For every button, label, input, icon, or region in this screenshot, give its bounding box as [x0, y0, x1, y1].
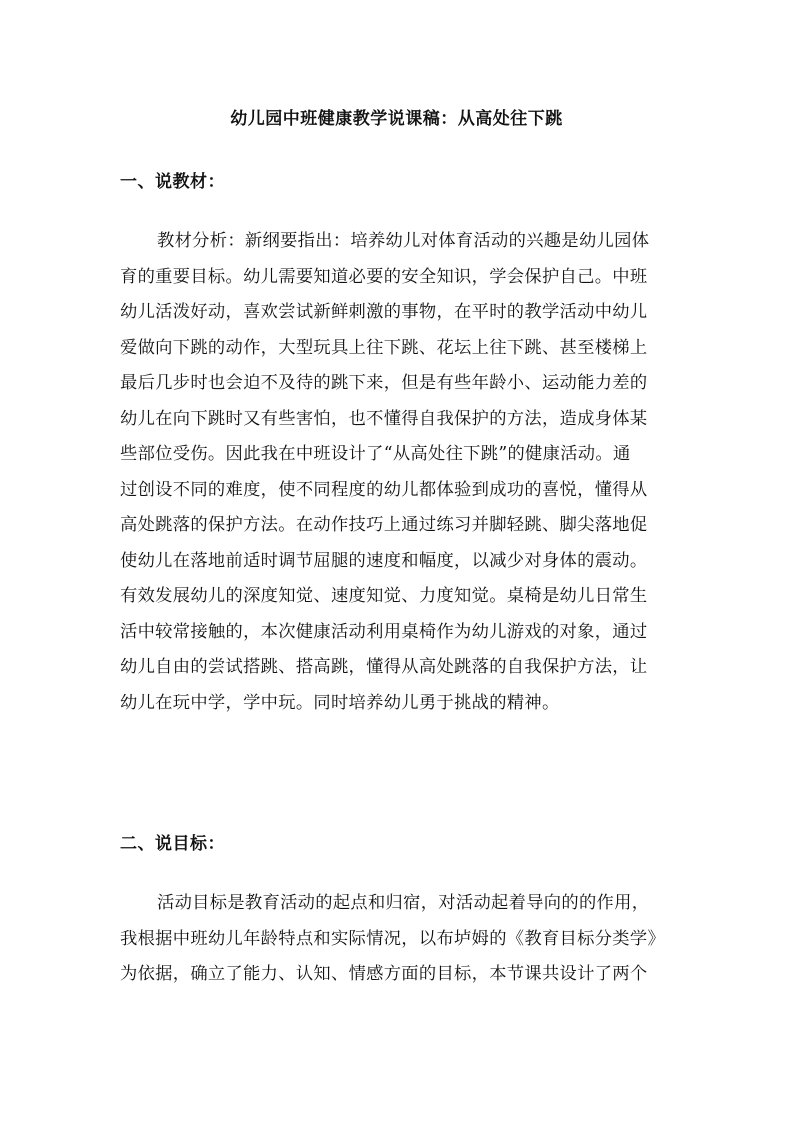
paragraph-line: 活中较常接触的，本次健康活动利用桌椅作为幼儿游戏的对象，通过 [120, 621, 648, 642]
paragraph-line: 高处跳落的保护方法。在动作技巧上通过练习并脚轻跳、脚尖落地促 [120, 515, 648, 535]
paragraph-line: 幼儿在向下跳时又有些害怕，也不懂得自我保护的方法，造成身体某 [120, 408, 648, 429]
paragraph-line: 使幼儿在落地前适时调节屈腿的速度和幅度，以减少对身体的震动。 [120, 550, 648, 571]
paragraph-line: 爱做向下跳的动作，大型玩具上往下跳、花坛上往下跳、甚至楼梯上 [120, 337, 648, 358]
paragraph-line: 育的重要目标。幼儿需要知道必要的安全知识，学会保护自己。中班 [120, 266, 648, 287]
paragraph-line: 些部位受伤。因此我在中班设计了“从高处往下跳”的健康活动。通 [120, 444, 631, 464]
document-title: 幼儿园中班健康教学说课稿：从高处往下跳 [230, 109, 563, 129]
paragraph-line: 最后几步时也会迫不及待的跳下来，但是有些年龄小、运动能力差的 [120, 373, 648, 393]
paragraph-line: 有效发展幼儿的深度知觉、速度知觉、力度知觉。桌椅是幼儿日常生 [120, 586, 648, 606]
paragraph-line: 为依据，确立了能力、认知、情感方面的目标，本节课共设计了两个 [120, 964, 648, 984]
paragraph-line: 幼儿活泼好动，喜欢尝试新鲜刺激的事物，在平时的教学活动中幼儿 [120, 302, 648, 322]
paragraph-line: 我根据中班幼儿年龄特点和实际情况，以布垆姆的《教育目标分类学》 [120, 928, 666, 949]
section-heading-textbook: 一、说教材： [120, 172, 225, 192]
section-heading-objectives: 二、说目标： [120, 834, 225, 854]
paragraph-line: 活动目标是教育活动的起点和归宿，对活动起着导向的的作用， [157, 893, 650, 913]
paragraph-objectives [120, 886, 680, 993]
paragraph-textbook-analysis [120, 224, 680, 721]
paragraph-line: 过创设不同的难度，使不同程度的幼儿都体验到成功的喜悦，懂得从 [120, 479, 648, 500]
paragraph-line: 幼儿自由的尝试搭跳、搭高跳，懂得从高处跳落的自我保护方法，让 [120, 657, 648, 677]
paragraph-line: 幼儿在玩中学，学中玩。同时培养幼儿勇于挑战的精神。 [120, 692, 560, 713]
paragraph-line: 教材分析：新纲要指出：培养幼儿对体育活动的兴趣是幼儿园体 [157, 231, 650, 251]
